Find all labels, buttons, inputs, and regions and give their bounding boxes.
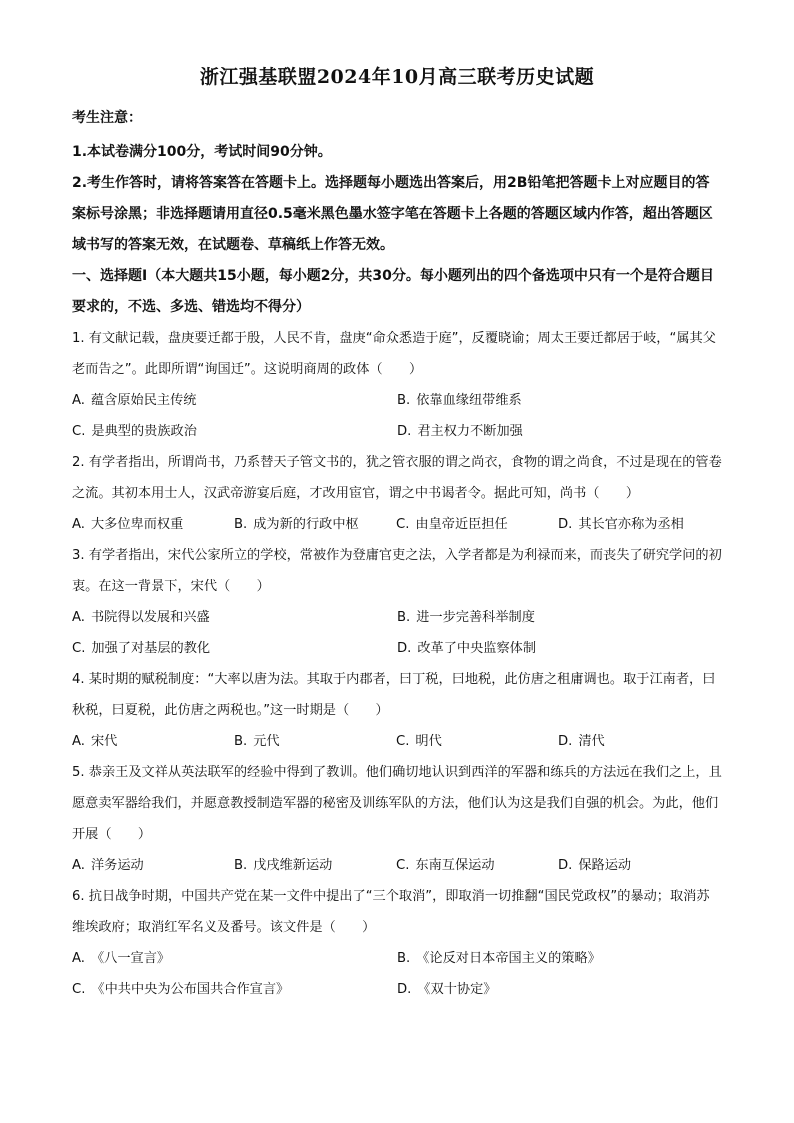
question-options <box>72 602 722 664</box>
question-options <box>72 509 722 540</box>
option-b: B. 《论反对日本帝国主义的策略》 <box>397 951 601 966</box>
question-options <box>72 385 722 447</box>
question-stem: 5. 恭亲王及文祥从英法联军的经验中得到了教训。他们确切地认识到西洋的军器和练兵的方法远在我们之上，且愿意卖军器给我们，并愿意教授制造军器的秘密及训练军队的方法，他们认为这是我们自强的机会。为此，他们开展（ ） <box>72 765 722 842</box>
option-c: C. 东南互保运动 <box>396 858 495 873</box>
option-a: A. 蕴含原始民主传统 <box>72 393 197 408</box>
option-d: D. 《双十协定》 <box>397 982 497 997</box>
question-options <box>72 850 722 881</box>
section-heading: 一、选择题Ⅰ（本大题共15小题，每小题2分，共30分。每小题列出的四个备选项中只有一个是符合题目要求的，不选、多选、错选均不得分） <box>72 268 714 315</box>
option-b: B. 进一步完善科举制度 <box>397 610 535 625</box>
option-c: C. 是典型的贵族政治 <box>72 424 197 439</box>
option-d: D. 其长官亦称为丞相 <box>558 517 684 532</box>
option-d: D. 改革了中央监察体制 <box>397 641 537 656</box>
option-c: C. 《中共中央为公布国共合作宣言》 <box>72 982 290 997</box>
option-c: C. 明代 <box>396 734 442 749</box>
option-a: A. 大多位卑而权重 <box>72 517 184 532</box>
option-c: C. 加强了对基层的教化 <box>72 641 211 656</box>
question-2 <box>72 447 722 540</box>
option-d: D. 保路运动 <box>558 858 632 873</box>
question-5 <box>72 757 722 881</box>
option-c: C. 由皇帝近臣担任 <box>396 517 508 532</box>
notice-item-2: 2.考生作答时，请将答案答在答题卡上。选择题每小题选出答案后，用2B铅笔把答题卡上对应题目的答案标号涂黑；非选择题请用直径0.5毫米黑色墨水签字笔在答题卡上各题的答题区域内作答，超出答题区域书写的答案无效，在试题卷、草稿纸上作答无效。 <box>72 175 713 253</box>
question-options <box>72 726 722 757</box>
option-a: A. 洋务运动 <box>72 858 144 873</box>
option-b: B. 元代 <box>234 734 280 749</box>
question-stem: 2. 有学者指出，所谓尚书，乃系替天子管文书的，犹之管衣服的谓之尚衣，食物的谓之尚食，不过是现在的管卷之流。其初本用士人，汉武帝游宴后庭，才改用宦官，谓之中书谒者令。据此可知，尚书（ ） <box>72 455 722 501</box>
question-stem: 3. 有学者指出，宋代公家所立的学校，常被作为登庸官吏之法，入学者都是为利禄而来，而丧失了研究学问的初衷。在这一背景下，宋代（ ） <box>72 548 722 594</box>
option-b: B. 成为新的行政中枢 <box>234 517 359 532</box>
option-d: D. 清代 <box>558 734 605 749</box>
option-a: A. 《八一宣言》 <box>72 951 171 966</box>
option-a: A. 书院得以发展和兴盛 <box>72 610 210 625</box>
option-b: B. 依靠血缘纽带维系 <box>397 393 522 408</box>
question-stem: 1. 有文献记载，盘庚要迁都于殷，人民不肯，盘庚“命众悉造于庭”，反覆晓谕；周太王要迁都居于岐，“属其父老而告之”。此即所谓“询国迁”。这说明商周的政体（ ） <box>72 331 716 377</box>
question-1 <box>72 323 722 447</box>
question-3 <box>72 540 722 664</box>
option-a: A. 宋代 <box>72 734 118 749</box>
question-options <box>72 943 722 1005</box>
exam-title: 浙江强基联盟2024年10月高三联考历史试题 <box>199 66 595 88</box>
option-b: B. 戊戌维新运动 <box>234 858 333 873</box>
exam-page <box>72 62 722 1005</box>
notice-heading: 考生注意： <box>72 110 142 126</box>
notice-item-1: 1.本试卷满分100分，考试时间90分钟。 <box>72 144 332 160</box>
question-stem: 6. 抗日战争时期，中国共产党在某一文件中提出了“三个取消”，即取消一切推翻“国民党政权”的暴动；取消苏维埃政府；取消红军名义及番号。该文件是（ ） <box>72 889 710 935</box>
question-stem: 4. 某时期的赋税制度：“大率以唐为法。其取于内郡者，曰丁税，曰地税，此仿唐之租庸调也。取于江南者，曰秋税，曰夏税，此仿唐之两税也。”这一时期是（ ） <box>72 672 716 718</box>
question-6 <box>72 881 722 1005</box>
question-4 <box>72 664 722 757</box>
option-d: D. 君主权力不断加强 <box>397 424 523 439</box>
